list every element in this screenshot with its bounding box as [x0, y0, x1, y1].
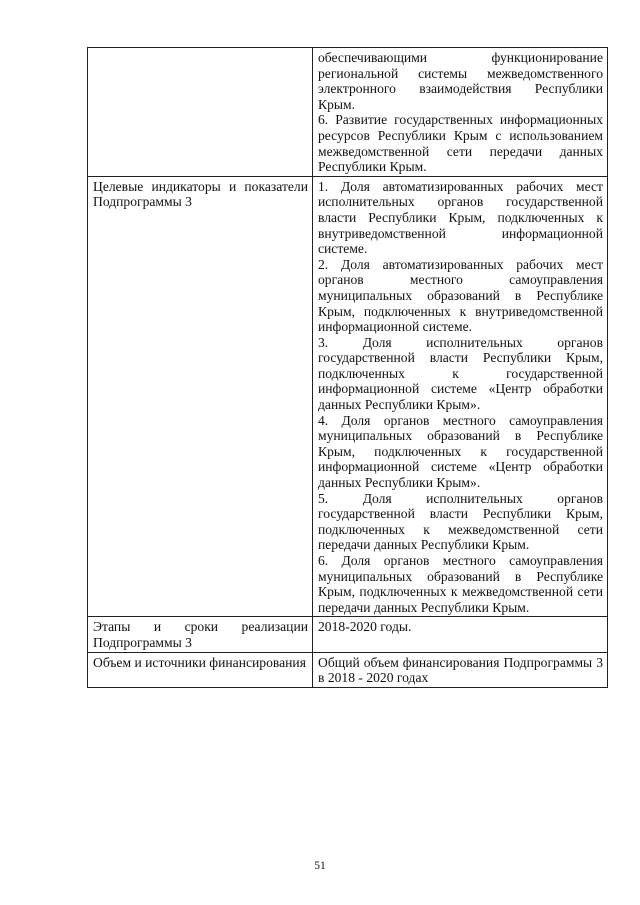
- row-label-cell: [88, 652, 313, 687]
- content-paragraph: 6. Доля органов местного самоуправления муниципальных образований в Республике Крым, подключенных к межведомственной сети передачи данных Республики Крым.: [318, 553, 603, 615]
- row-label: Объем и источники финансирования: [93, 654, 306, 670]
- table-row-funding: [88, 652, 608, 687]
- content-paragraph: 5. Доля исполнительных органов государственной власти Республики Крым, подключенных к межведомственной сети передачи данных Республики Крым.: [318, 490, 603, 553]
- row-label: Целевые индикаторы и показатели Подпрограммы 3: [93, 178, 308, 210]
- row-label: Этапы и сроки реализации Подпрограммы 3: [93, 619, 308, 650]
- row-label-cell: [88, 48, 313, 177]
- content-paragraph: 6. Развитие государственных информационных ресурсов Республики Крым с использованием межведомственной сети передачи данных Республики Крым.: [318, 112, 603, 175]
- table-row-continuation: [88, 48, 608, 177]
- content-paragraph: 2018-2020 годы.: [318, 619, 412, 635]
- page-number: 51: [314, 860, 326, 872]
- content-paragraph: 1. Доля автоматизированных рабочих мест исполнительных органов государственной власти Республики Крым, подключенных к внутриведомственной информационной системе.: [318, 178, 603, 257]
- subprogram-passport-table: [87, 47, 608, 688]
- row-label-cell: [88, 617, 313, 652]
- row-content-cell: [313, 617, 608, 652]
- content-paragraph: обеспечивающими функционирование региональной системы межведомственного электронного взаимодействия Республики Крым.: [318, 50, 603, 112]
- row-label-cell: [88, 176, 313, 617]
- table-row-stages-and-terms: [88, 617, 608, 652]
- content-paragraph: 2. Доля автоматизированных рабочих мест органов местного самоуправления муниципальных образований в Республике Крым, подключенных к внутриведомственной информационной системе.: [318, 256, 603, 335]
- row-content-cell: [313, 48, 608, 177]
- table-row-target-indicators: [88, 176, 608, 617]
- content-paragraph: Общий объем финансирования Подпрограммы 3 в 2018 - 2020 годах: [318, 654, 603, 686]
- content-paragraph: 4. Доля органов местного самоуправления муниципальных образований в Республике Крым, подключенных к государственной информационной системе «Центр обработки данных Республики Крым».: [318, 412, 603, 491]
- row-content-cell: [313, 176, 608, 617]
- content-paragraph: 3. Доля исполнительных органов государственной власти Республики Крым, подключенных к государственной информационной системе «Центр обработки данных Республики Крым».: [318, 334, 603, 413]
- row-content-cell: [313, 652, 608, 687]
